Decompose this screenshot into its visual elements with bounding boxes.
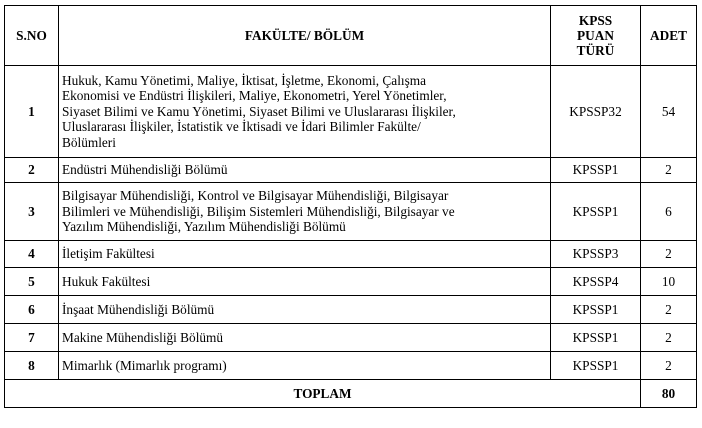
row-number: 2 <box>5 158 59 183</box>
kpss-type: KPSSP1 <box>551 296 641 324</box>
faculty-cell <box>59 241 551 268</box>
header-sno: S.NO <box>5 6 59 66</box>
total-value: 80 <box>641 380 697 408</box>
faculty-line: Bölümleri <box>62 134 116 150</box>
total-label: TOPLAM <box>5 380 641 408</box>
row-number: 4 <box>5 241 59 268</box>
header-adet: ADET <box>641 6 697 66</box>
faculty-cell <box>59 352 551 380</box>
faculty-line: İnşaat Mühendisliği Bölümü <box>62 301 215 317</box>
table-row <box>5 296 697 324</box>
faculty-line: Uluslararası İlişkiler, İstatistik ve İktisadi ve İdari Bilimler Fakülte/ <box>62 119 421 135</box>
table-row <box>5 158 697 183</box>
row-number: 5 <box>5 268 59 296</box>
faculty-cell <box>59 66 551 158</box>
faculty-cell <box>59 324 551 352</box>
faculty-cell <box>59 268 551 296</box>
faculty-line: Endüstri Mühendisliği Bölümü <box>62 162 228 178</box>
quota-count: 6 <box>641 183 697 241</box>
header-kpss-line: PUAN <box>577 28 614 43</box>
quota-count: 2 <box>641 241 697 268</box>
kpss-type: KPSSP1 <box>551 183 641 241</box>
quota-table <box>4 5 697 408</box>
header-kpss-line: KPSS <box>578 13 613 28</box>
row-number: 3 <box>5 183 59 241</box>
row-number: 6 <box>5 296 59 324</box>
quota-count: 54 <box>641 66 697 158</box>
table-row <box>5 352 697 380</box>
kpss-type: KPSSP32 <box>551 66 641 158</box>
quota-count: 2 <box>641 324 697 352</box>
kpss-type: KPSSP1 <box>551 324 641 352</box>
table-row <box>5 183 697 241</box>
table-row <box>5 241 697 268</box>
table-row <box>5 268 697 296</box>
quota-count: 2 <box>641 296 697 324</box>
header-row <box>5 6 697 66</box>
row-number: 7 <box>5 324 59 352</box>
kpss-type: KPSSP1 <box>551 352 641 380</box>
faculty-line: Hukuk Fakültesi <box>62 273 151 289</box>
faculty-line: Ekonomisi ve Endüstri İlişkileri, Maliye, Ekonometri, Yerel Yönetimler, <box>62 88 447 104</box>
quota-count: 10 <box>641 268 697 296</box>
kpss-type: KPSSP1 <box>551 158 641 183</box>
table-row <box>5 324 697 352</box>
header-kpss <box>551 6 641 66</box>
kpss-type: KPSSP4 <box>551 268 641 296</box>
faculty-line: Hukuk, Kamu Yönetimi, Maliye, İktisat, İşletme, Ekonomi, Çalışma <box>62 72 427 88</box>
faculty-line: Bilgisayar Mühendisliği, Kontrol ve Bilgisayar Mühendisliği, Bilgisayar <box>62 188 449 204</box>
header-kpss-line: TÜRÜ <box>576 43 615 58</box>
row-number: 1 <box>5 66 59 158</box>
faculty-line: Mimarlık (Mimarlık programı) <box>62 357 227 373</box>
quota-count: 2 <box>641 352 697 380</box>
total-row <box>5 380 697 408</box>
kpss-type: KPSSP3 <box>551 241 641 268</box>
faculty-line: Bilimleri ve Mühendisliği, Bilişim Sistemleri Mühendisliği, Bilgisayar ve <box>62 203 455 219</box>
faculty-line: Siyaset Bilimi ve Kamu Yönetimi, Siyaset Bilimi ve Uluslararası İlişkiler, <box>62 103 456 119</box>
faculty-cell <box>59 158 551 183</box>
faculty-cell <box>59 296 551 324</box>
table-row <box>5 66 697 158</box>
row-number: 8 <box>5 352 59 380</box>
faculty-cell <box>59 183 551 241</box>
faculty-line: İletişim Fakültesi <box>62 246 155 262</box>
faculty-line: Yazılım Mühendisliği, Yazılım Mühendisliği Bölümü <box>62 219 346 235</box>
quota-count: 2 <box>641 158 697 183</box>
header-faculty: FAKÜLTE/ BÖLÜM <box>59 6 551 66</box>
faculty-line: Makine Mühendisliği Bölümü <box>62 329 224 345</box>
